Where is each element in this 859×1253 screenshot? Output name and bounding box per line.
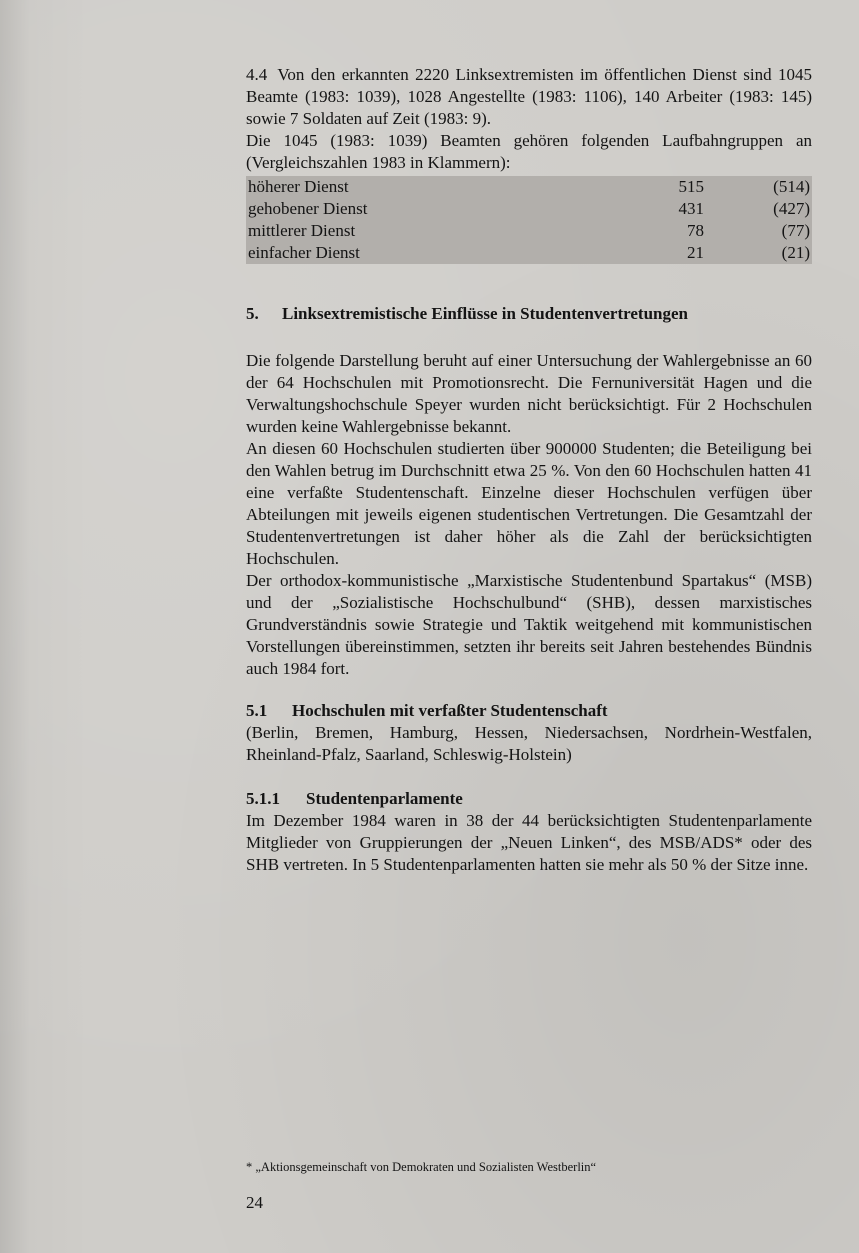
section-5-1-heading bbox=[246, 700, 812, 722]
intro-number: 4.4 bbox=[246, 65, 268, 84]
section-5-paragraph: An diesen 60 Hochschulen studierten über 900000 Studenten; die Beteiligung bei den Wahlen betrug im Durchschnitt etwa 25 %. Von den 60 Hochschulen hatten 41 eine verfaßte Studentenschaft. Einzelne dieser Hochschulen verfügen über Abteilungen mit jeweils eigenen studentischen Vertretungen. Die Gesamtzahl der Studentenvertretungen ist daher höher als die Zahl der berücksichtigten Hochschulen. bbox=[246, 439, 812, 568]
row-prev-year: (427) bbox=[773, 199, 810, 218]
section-5-paragraph: Der orthodox-kommunistische „Marxistische Studentenbund Spartakus“ (MSB) und der „Sozialistische Hochschulbund“ (SHB), dessen marxistisches Grundverständnis sowie Strategie und Taktik weitgehend mit kommunistischen Vorstellungen übereinstimmen, setzten ihr bereits seit Jahren bestehendes Bündnis auch 1984 fort. bbox=[246, 571, 812, 678]
section-5-1-number: 5.1 bbox=[246, 701, 268, 720]
section-5-heading bbox=[246, 304, 812, 324]
section-5-1-1-number: 5.1.1 bbox=[246, 789, 280, 808]
intro-text-1: Von den erkannten 2220 Linksextremisten im öffentlichen Dienst sind 1045 Beamte (1983: 1039), 1028 Angestellte (1983: 1106), 140 Arbeiter (1983: 145) sowie 7 Soldaten auf Zeit (1983: 9). bbox=[246, 65, 813, 128]
section-5-1-paragraph: (Berlin, Bremen, Hamburg, Hessen, Niedersachsen, Nordrhein-Westfalen, Rheinland-Pfalz, Saarland, Schleswig-Holstein) bbox=[246, 723, 812, 764]
table-row bbox=[246, 198, 812, 220]
row-prev-year: (514) bbox=[773, 177, 810, 196]
row-count: 515 bbox=[678, 177, 704, 196]
section-5-1-1-paragraph: Im Dezember 1984 waren in 38 der 44 berücksichtigten Studentenparlamente Mitglieder von Gruppierungen der „Neuen Linken“, des MSB/ADS* oder des SHB vertreten. In 5 Studentenparlamenten hatten sie mehr als 50 % der Sitze inne. bbox=[246, 811, 812, 874]
career-group-table bbox=[246, 176, 812, 264]
intro-paragraph-2: Die 1045 (1983: 1039) Beamten gehören folgenden Laufbahngruppen an (Vergleichszahlen 1983 in Klammern): bbox=[246, 131, 812, 172]
intro-paragraph-1 bbox=[246, 64, 812, 130]
row-label: einfacher Dienst bbox=[248, 243, 360, 262]
section-5-paragraph: Die folgende Darstellung beruht auf einer Untersuchung der Wahlergebnisse an 60 der 64 Hochschulen mit Promotionsrecht. Die Fernuniversität Hagen und die Verwaltungshochschule Speyer wurden nicht berücksichtigt. Für 2 Hochschulen wurden keine Wahlergebnisse bekannt. bbox=[246, 351, 812, 436]
row-prev-year: (21) bbox=[781, 243, 810, 262]
footnote: * „Aktionsgemeinschaft von Demokraten und Sozialisten Westberlin“ bbox=[246, 1160, 597, 1174]
table-row bbox=[246, 176, 812, 198]
page-number: 24 bbox=[246, 1193, 263, 1212]
table-row bbox=[246, 220, 812, 242]
section-5-1-1-title: Studentenparlamente bbox=[306, 789, 463, 808]
row-count: 431 bbox=[678, 199, 704, 218]
section-5-1-title: Hochschulen mit verfaßter Studentenschaft bbox=[292, 701, 608, 720]
row-count: 78 bbox=[687, 221, 704, 240]
section-5-1-1-heading bbox=[246, 788, 812, 810]
row-prev-year: (77) bbox=[781, 221, 810, 240]
table-row bbox=[246, 242, 812, 264]
row-label: gehobener Dienst bbox=[248, 199, 368, 218]
section-5-number: 5. bbox=[246, 304, 259, 323]
row-count: 21 bbox=[687, 243, 704, 262]
section-5-title: Linksextremistische Einflüsse in Studentenvertretungen bbox=[282, 304, 688, 323]
row-label: mittlerer Dienst bbox=[248, 221, 356, 240]
page-content bbox=[246, 64, 812, 876]
row-label: höherer Dienst bbox=[248, 177, 349, 196]
